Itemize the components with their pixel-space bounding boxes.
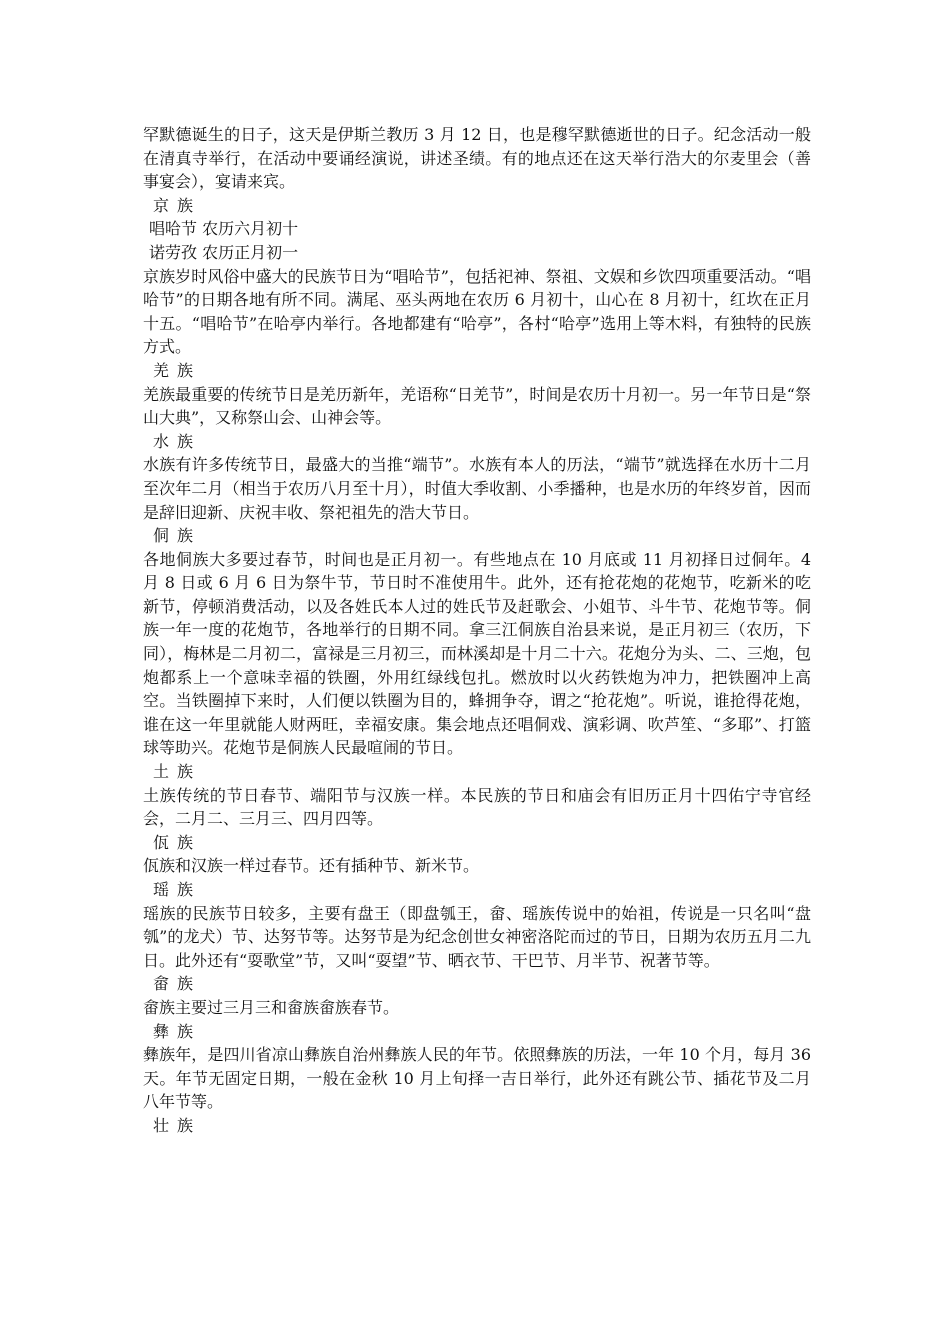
paragraph-yao: 瑶族的民族节日较多，主要有盘王（即盘瓠王，畲、瑶族传说中的始祖，传说是一只名叫“盘瓠”的龙犬）节、达努节等。达努节是为纪念创世女神密洛陀而过的节日，日期为农历五月二九日。此外还有“耍歌堂”节，又叫“耍望”节、晒衣节、干巴节、月半节、祝著节等。 <box>143 903 811 970</box>
paragraph-she: 畲族主要过三月三和畲族畲族春节。 <box>143 997 400 1017</box>
paragraph-tu: 土族传统的节日春节、端阳节与汉族一样。本民族的节日和庙会有旧历正月十四佑宁寺官经会，二月二、三月三、四月四等。 <box>143 785 811 829</box>
paragraph-dong: 各地侗族大多要过春节，时间也是正月初一。有些地点在 10 月底或 11 月初择日过侗年。4 月 8 日或 6 月 6 日为祭牛节，节日时不准使用牛。此外，还有抢花炮的花炮节，吃新米的吃新节，停顿消费活动，以及各姓氏本人过的姓氏节及赶歌会、小姐节、斗牛节、花炮节等。侗族一年一度的花炮节，各地举行的日期不同。拿三江侗族自治县来说，是正月初三（农历，下同），梅林是二月初二，富禄是三月初三，而林溪却是十月二十六。花炮分为头、二、三炮，包炮都系上一个意味幸福的铁圈，外用红绿线包扎。燃放时以火药铁炮为冲力，把铁圈冲上高空。当铁圈掉下来时，人们便以铁圈为目的，蜂拥争夺，谓之“抢花炮”。听说，谁抢得花炮，谁在这一年里就能人财两旺，幸福安康。集会地点还唱侗戏、演彩调、吹芦笙、“多耶”、打篮球等助兴。花炮节是侗族人民最喧闹的节日。 <box>143 549 811 758</box>
paragraph-yi: 彝族年，是四川省凉山彝族自治州彝族人民的年节。依照彝族的历法，一年 10 个月，每月 36 天。年节无固定日期，一般在金秋 10 月上旬择一吉日举行，此外还有跳公节、插花节及二月八年节等。 <box>143 1045 811 1112</box>
heading-shui: 水族 <box>153 431 202 451</box>
heading-jing: 京族 <box>153 195 202 215</box>
heading-tu: 土族 <box>153 762 202 782</box>
document-body <box>143 123 811 1138</box>
heading-dong: 侗族 <box>153 526 202 546</box>
heading-she: 畲族 <box>153 974 202 994</box>
paragraph-intro-muhammad: 罕默德诞生的日子，这天是伊斯兰教历 3 月 12 日，也是穆罕默德逝世的日子。纪念活动一般在清真寺举行，在活动中要诵经演说，讲述圣绩。有的地点还在这天举行浩大的尔麦里会（善事宴会），宴请来宾。 <box>143 125 811 192</box>
paragraph-wa: 佤族和汉族一样过春节。还有插种节、新米节。 <box>143 856 480 876</box>
heading-qiang: 羌族 <box>153 360 202 380</box>
heading-yao: 瑶族 <box>153 880 202 899</box>
festival-line-changha: 唱哈节 农历六月初十 <box>149 219 299 239</box>
paragraph-jing: 京族岁时风俗中盛大的民族节日为“唱哈节”，包括祀神、祭祖、文娱和乡饮四项重要活动。“唱哈节”的日期各地有所不同。满尾、巫头两地在农历 6 月初十，山心在 8 月初十，红坎在正月十五。“唱哈节”在哈亭内举行。各地都建有“哈亭”，各村“哈亭”选用上等木料，有独特的民族方式。 <box>143 266 811 357</box>
festival-line-nuolaozi: 诺劳孜 农历正月初一 <box>149 242 299 262</box>
heading-wa: 佤族 <box>153 832 202 852</box>
paragraph-shui: 水族有许多传统节日，最盛大的当推“端节”。水族有本人的历法，“端节”就选择在水历十二月至次年二月（相当于农历八月至十月），时值大季收割、小季播种，也是水历的年终岁首，因而是辞旧迎新、庆祝丰收、祭祀祖先的浩大节日。 <box>143 455 811 522</box>
paragraph-qiang: 羌族最重要的传统节日是羌历新年，羌语称“日羌节”，时间是农历十月初一。另一年节日是“祭山大典”，又称祭山会、山神会等。 <box>143 384 811 428</box>
heading-yi: 彝族 <box>153 1021 202 1041</box>
heading-zhuang: 壮族 <box>153 1115 202 1135</box>
